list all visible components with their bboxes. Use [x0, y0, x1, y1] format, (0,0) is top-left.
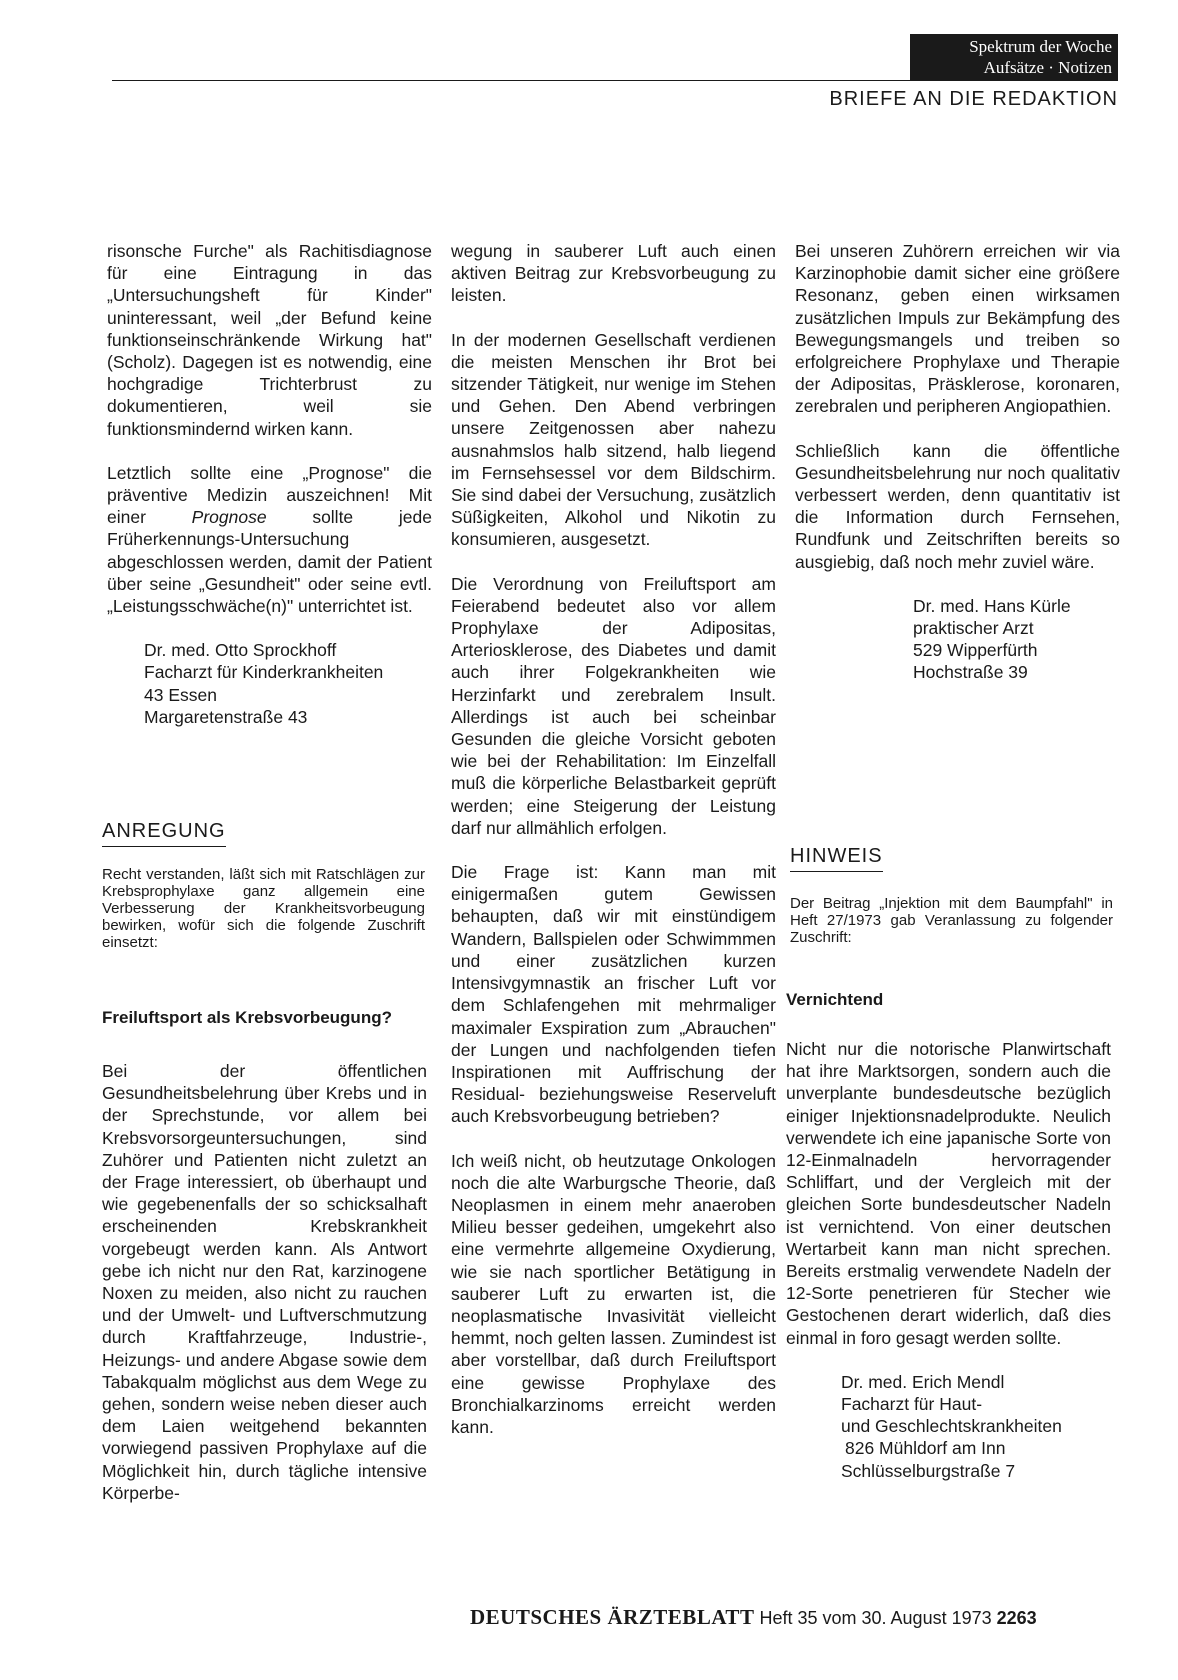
- signature-line: Facharzt für Haut-: [841, 1394, 983, 1415]
- column-2: [451, 240, 776, 1438]
- col2-paragraph-2: In der modernen Gesellschaft verdienen die meisten Menschen ihr Brot bei sitzender Tätigkeit, nur wenige im Stehen und Gehen. Den Abend verbringen unsere Zeitgenossen aber nahezu ausnahmslos halb sitzend, halb liegend im Fernsehsessel vor dem Bildschirm. Sie sind dabei der Versuchung, zusätzlich Süßigkeiten, Alkohol und Nikotin zu konsumieren, ausgesetzt.: [451, 329, 776, 550]
- col1-paragraph-2: [107, 462, 432, 617]
- col1-body-lower: [102, 1060, 427, 1504]
- signature-line: 826 Mühldorf am Inn: [845, 1438, 1006, 1459]
- column-1: [107, 240, 432, 728]
- intro-hinweis: Der Beitrag „Injektion mit dem Baumpfahl" in Heft 27/1973 gab Veranlassung zu folgender Zuschrift:: [790, 895, 1113, 946]
- signature-line: Dr. med. Hans Kürle: [913, 595, 1071, 616]
- footer-journal: DEUTSCHES ÄRZTEBLATT: [470, 1605, 755, 1629]
- intro-anregung: Recht verstanden, läßt sich mit Ratschlägen zur Krebsprophylaxe ganz allgemein eine Verbesserung der Krankheitsvorbeugung bewirken, wofür sich die folgende Zuschrift einsetzt:: [102, 866, 425, 951]
- section-title: BRIEFE AN DIE REDAKTION: [829, 88, 1118, 110]
- signature-line: 529 Wipperfürth: [913, 640, 1038, 661]
- section-label-line1: Spektrum der Woche: [969, 37, 1112, 56]
- col2-paragraph-3: Die Verordnung von Freiluftsport am Feierabend bedeutet also vor allem Prophylaxe der Adipositas, Arteriosklerose, des Diabetes und damit auch ihrer Folgekrankheiten wie Herzinfarkt und zerebralem Insult. Allerdings ist auch bei scheinbar Gesunden die gleiche Vorsicht geboten wie bei der Rehabilitation: Im Einzelfall muß die körperliche Belastbarkeit geprüft werden; eine Steigerung der Leistung darf nur allmählich erfolgen.: [451, 573, 776, 838]
- section-label-line2: Aufsätze · Notizen: [983, 58, 1112, 77]
- signature-line: 43 Essen: [144, 684, 217, 705]
- signature-mendl: [841, 1371, 1111, 1482]
- col3-paragraph-3: Nicht nur die notorische Planwirtschaft hat ihre Marktsorgen, sondern auch die unverplante bundesdeutsche bezüglich einiger Injektionsnadelprodukte. Neulich verwendete ich eine japanische Sorte von 12-Einmalnadeln hervorragender Schliffart, und der Vergleich mit der gleichen Sorte bundesdeutscher Nadeln ist vernichtend. Von einer deutschen Wertarbeit kann man nicht sprechen. Bereits erstmalig verwendete Nadeln der 12-Sorte penetrieren für Stecher wie Gestochenen derart widerlich, daß dies einmal in foro gesagt werden sollte.: [786, 1039, 1111, 1348]
- heading-anregung-wrap: [102, 820, 226, 847]
- signature-line: praktischer Arzt: [913, 618, 1034, 639]
- col2-paragraph-1: wegung in sauberer Luft auch einen aktiven Beitrag zur Krebsvorbeugung zu leisten.: [451, 241, 776, 306]
- page-footer: [470, 1605, 1037, 1630]
- col3-paragraph-2: Schließlich kann die öffentliche Gesundheitsbelehrung nur noch qualitativ verbessert werden, denn quantitativ ist die Information durch Fernsehen, Rundfunk und Zeitschriften bereits so ausgiebig, daß noch mehr zuviel wäre.: [795, 440, 1120, 572]
- heading-anregung: ANREGUNG: [102, 820, 226, 847]
- col1-paragraph-2-emphasis: Prognose: [191, 507, 267, 528]
- signature-line: Dr. med. Otto Sprockhoff: [144, 640, 337, 661]
- col1-paragraph-2-part-b: sollte jede Früherkennungs-Untersuchung abgeschlossen werden, damit der Patient über seine „Gesundheit" oder seine evtl. „Leistungsschwäche(n)" unterrichtet ist.: [107, 507, 432, 617]
- signature-line: Schlüsselburgstraße 7: [841, 1460, 1016, 1481]
- col1-paragraph-1: risonsche Furche" als Rachitisdiagnose für eine Eintragung in das „Untersuchungsheft für Kinder" uninteressant, weil „der Befund keine funktionseinschränkende Wirkung hat" (Scholz). Dagegen ist es notwendig, eine hochgradige Trichterbrust zu dokumentieren, weil sie funktionsmindernd wirken kann.: [107, 241, 432, 439]
- col1-paragraph-3: Bei der öffentlichen Gesundheitsbelehrung über Krebs und in der Sprechstunde, vor allem bei Krebsvorsorgeuntersuchungen, sind Zuhörer und Patienten nicht zuletzt an der Frage interessiert, ob überhaupt und wie gegebenenfalls der so schicksalhaft erscheinenden Krebskrankheit vorgebeugt werden kann. Als Antwort gebe ich nicht nur den Rat, karzinogene Noxen zu meiden, also nicht zu rauchen und der Umwelt- und Luftverschmutzung durch Kraftfahrzeuge, Industrie-, Heizungs- und andere Abgase sowie dem Tabakqualm möglichst aus dem Wege zu gehen, sondern weise neben dieser auch dem Laien weitgehend bekannten vorwiegend passiven Prophylaxe auf die Möglichkeit hin, durch tägliche intensive Körperbe-: [102, 1061, 427, 1503]
- column-3: [795, 240, 1120, 684]
- subheading-freiluftsport: Freiluftsport als Krebsvorbeugung?: [102, 1008, 392, 1027]
- heading-hinweis-wrap: [790, 845, 883, 872]
- col1-paragraph-2-part-a: Letztlich sollte eine „Prognose" die präventive Medizin auszeichnen! Mit einer: [107, 462, 432, 528]
- heading-hinweis: HINWEIS: [790, 845, 883, 872]
- signature-line: und Geschlechtskrankheiten: [841, 1416, 1062, 1437]
- signature-line: Facharzt für Kinderkrankheiten: [144, 662, 384, 683]
- signature-line: Dr. med. Erich Mendl: [841, 1371, 1005, 1392]
- col2-paragraph-4: Die Frage ist: Kann man mit einigermaßen gutem Gewissen behaupten, daß wir mit einstündigem Wandern, Ballspielen oder Schwimmmen und einer zusätzlichen kurzen Intensivgymnastik an frischer Luft vor dem Schlafengehen mit mehrmaliger maximaler Exspiration zum „Abrauchen" der Lungen und nachfolgenden tiefen Inspirationen mit Auffrischung der Residual- beziehungsweise Reserveluft auch Krebsvorbeugung betrieben?: [451, 862, 776, 1127]
- col3-paragraph-1: Bei unseren Zuhörern erreichen wir via Karzinophobie damit sicher eine größere Resonanz, geben einen wirksamen zusätzlichen Impuls zur Bekämpfung des Bewegungsmangels und treiben so erfolgreichere Prophylaxe und Therapie der Adipositas, Präsklerose, koronaren, zerebralen und peripheren Angiopathien.: [795, 241, 1120, 417]
- signature-line: Hochstraße 39: [913, 662, 1028, 683]
- header-rule: [112, 80, 1118, 81]
- signature-sprockhoff: [144, 639, 432, 728]
- subheading-vernichtend: Vernichtend: [786, 990, 884, 1009]
- section-label-box: [910, 34, 1118, 80]
- signature-kuerle: [913, 595, 1120, 684]
- col3-body-lower: [786, 1038, 1111, 1482]
- col2-paragraph-5: Ich weiß nicht, ob heutzutage Onkologen noch die alte Warburgsche Theorie, daß Neoplasmen in einem mehr anaeroben Milieu besser gedeihen, umgekehrt also eine vermehrte allgemeine Oxydierung, wie sie nach sportlicher Betätigung in sauberer Luft zu erwarten ist, die neoplasmatische Invasivität vielleicht hemmt, noch gelten lassen. Zumindest ist aber vorstellbar, daß durch Freiluftsport eine gewisse Prophylaxe des Bronchialkarzinoms erreicht werden kann.: [451, 1150, 776, 1437]
- footer-page-number: 2263: [996, 1608, 1037, 1628]
- footer-issue: Heft 35 vom 30. August 1973: [759, 1608, 992, 1628]
- signature-line: Margaretenstraße 43: [144, 706, 308, 727]
